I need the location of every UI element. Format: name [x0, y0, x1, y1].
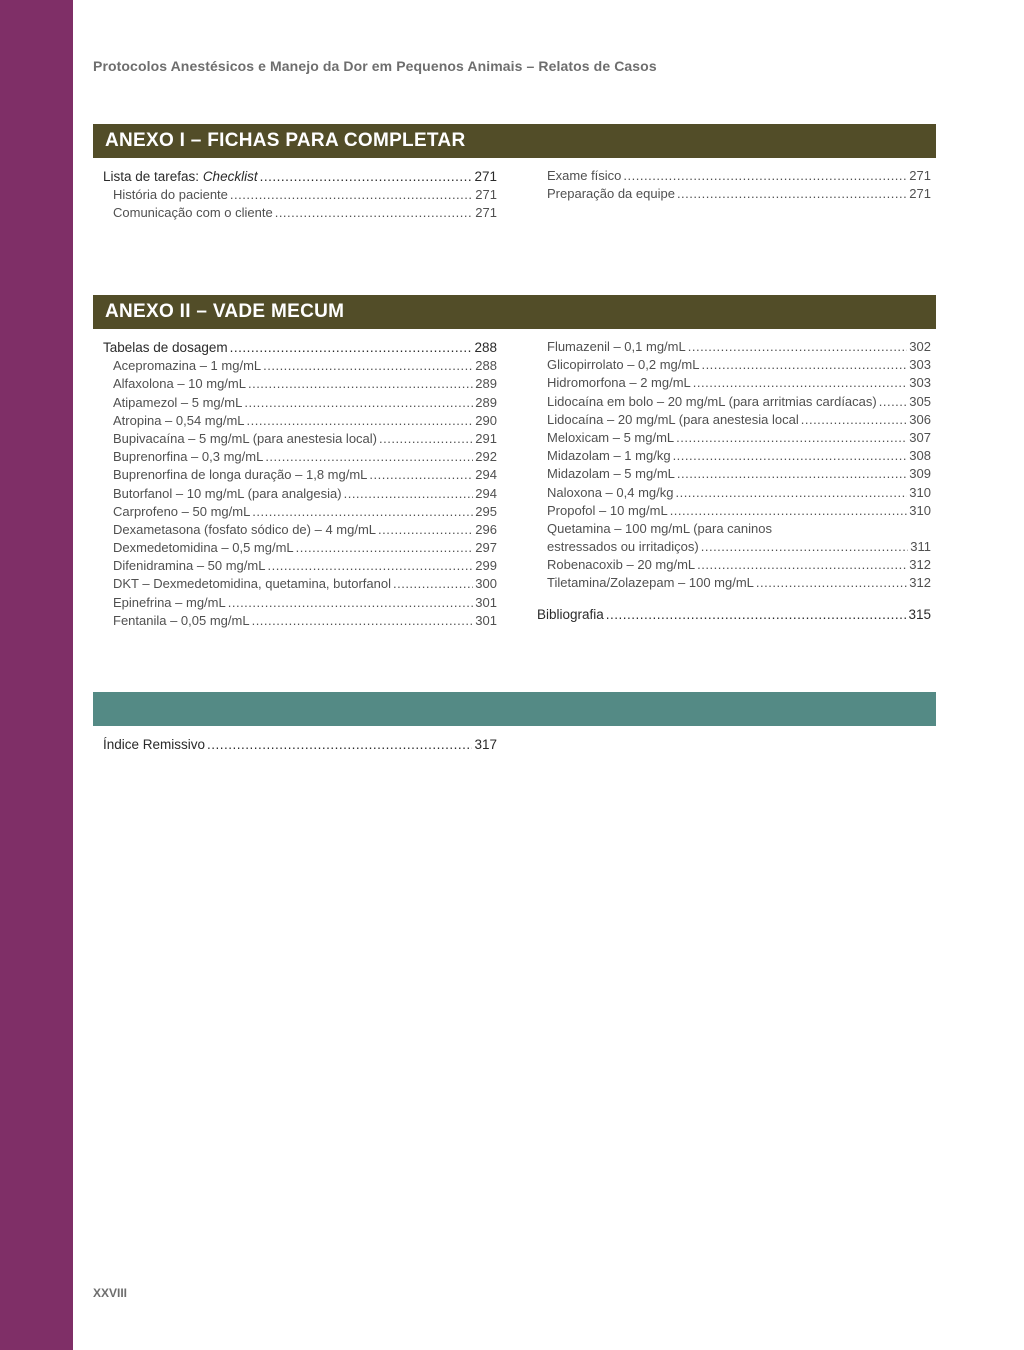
- toc-entry[interactable]: [547, 374, 931, 392]
- toc-entry-label: Preparação da equipe: [547, 186, 675, 202]
- leader-dots: [247, 412, 474, 430]
- toc-entry[interactable]: [547, 465, 931, 483]
- toc-entry-page: 303: [909, 375, 931, 391]
- toc-entry-label: Dexametasona (fosfato sódico de) – 4 mg/mL: [113, 521, 377, 537]
- leader-dots: [263, 357, 473, 375]
- leader-dots: [260, 168, 473, 186]
- leader-dots: [670, 502, 908, 520]
- toc-entry[interactable]: [103, 204, 497, 222]
- page-number: XXVIII: [93, 1286, 128, 1300]
- leader-dots: [677, 465, 907, 483]
- leader-dots: [265, 448, 473, 466]
- toc-entry-checklist[interactable]: [103, 168, 497, 186]
- leader-dots: [697, 556, 907, 574]
- toc-entry-page: 288: [475, 358, 497, 374]
- leader-dots: [252, 503, 473, 521]
- toc-entry-page: 294: [475, 485, 497, 501]
- toc-entry-page: 308: [909, 448, 931, 464]
- toc-entry-page: 295: [475, 503, 497, 519]
- toc-entry-tabelas[interactable]: [103, 339, 497, 357]
- leader-dots: [677, 185, 907, 203]
- leader-dots: [248, 375, 473, 393]
- leader-dots: [879, 393, 908, 411]
- toc-entry-label: Butorfanol – 10 mg/mL (para analgesia): [113, 485, 342, 501]
- toc-entry[interactable]: [547, 393, 931, 411]
- toc-entry-page: 300: [475, 576, 497, 592]
- leader-dots: [379, 430, 473, 448]
- annex2-right-column: [547, 338, 931, 593]
- toc-entry[interactable]: [103, 375, 497, 393]
- toc-entry-label: Tiletamina/Zolazepam – 100 mg/mL: [547, 575, 754, 591]
- toc-entry-label: Fentanila – 0,05 mg/mL: [113, 612, 250, 628]
- toc-entry-page: 290: [475, 412, 497, 428]
- toc-entry-label: Midazolam – 1 mg/kg: [547, 448, 671, 464]
- leader-dots: [756, 574, 907, 592]
- toc-entry[interactable]: [103, 557, 497, 575]
- leader-dots: [701, 538, 909, 556]
- toc-entry-label: DKT – Dexmedetomidina, quetamina, butorfanol: [113, 576, 391, 592]
- toc-entry[interactable]: [547, 185, 931, 203]
- toc-entry-quetamina-line2[interactable]: [547, 538, 931, 556]
- toc-entry-page: 306: [909, 411, 931, 427]
- toc-entry[interactable]: [103, 539, 497, 557]
- toc-entry[interactable]: [547, 167, 931, 185]
- leader-dots: [267, 557, 473, 575]
- annex2-heading: ANEXO II – VADE MECUM: [93, 295, 936, 329]
- index-band: [93, 692, 936, 726]
- toc-entry-page: 310: [909, 502, 931, 518]
- toc-entry-label: Bupivacaína – 5 mg/mL (para anestesia local): [113, 430, 377, 446]
- toc-entry[interactable]: [103, 394, 497, 412]
- toc-entry[interactable]: [103, 612, 497, 630]
- toc-entry-label: Glicopirrolato – 0,2 mg/mL: [547, 357, 700, 373]
- sidebar-color-bar: [0, 0, 73, 1350]
- leader-dots: [378, 521, 473, 539]
- leader-dots: [675, 484, 907, 502]
- toc-entry-quetamina-line1[interactable]: Quetamina – 100 mg/mL (para caninos: [547, 520, 772, 536]
- leader-dots: [606, 606, 907, 624]
- leader-dots: [369, 466, 473, 484]
- leader-dots: [296, 539, 474, 557]
- toc-entry-page: 289: [475, 376, 497, 392]
- toc-entry[interactable]: [547, 411, 931, 429]
- toc-entry-page: 288: [474, 340, 497, 355]
- toc-entry[interactable]: [103, 448, 497, 466]
- toc-entry[interactable]: [547, 484, 931, 502]
- toc-entry-page: 271: [474, 169, 497, 184]
- toc-entry-page: 309: [909, 466, 931, 482]
- toc-entry[interactable]: [547, 556, 931, 574]
- toc-entry-page: 299: [475, 558, 497, 574]
- toc-entry-label: Midazolam – 5 mg/mL: [547, 466, 675, 482]
- toc-entry-label: Lidocaína – 20 mg/mL (para anestesia local: [547, 411, 799, 427]
- leader-dots: [344, 485, 474, 503]
- toc-entry-label: Propofol – 10 mg/mL: [547, 502, 668, 518]
- toc-entry-page: 303: [909, 357, 931, 373]
- toc-entry[interactable]: [103, 575, 497, 593]
- toc-entry[interactable]: [547, 502, 931, 520]
- toc-entry-page: 302: [909, 339, 931, 354]
- toc-entry-label: Buprenorfina de longa duração – 1,8 mg/mL: [113, 467, 368, 483]
- toc-entry-page: 312: [909, 557, 931, 573]
- toc-entry-page: 305: [909, 393, 931, 409]
- toc-entry-page: 310: [909, 484, 931, 500]
- toc-entry[interactable]: [103, 466, 497, 484]
- toc-entry-label: Dexmedetomidina – 0,5 mg/mL: [113, 540, 294, 556]
- toc-entry[interactable]: [547, 574, 931, 592]
- toc-entry-page: 271: [909, 186, 931, 202]
- leader-dots: [801, 411, 908, 429]
- toc-entry-page: 301: [475, 612, 497, 628]
- toc-entry-indice[interactable]: [103, 736, 497, 754]
- toc-entry-page: 297: [475, 540, 497, 556]
- toc-entry-label: Lista de tarefas: Checklist: [103, 169, 258, 184]
- toc-entry-label: Bibliografia: [537, 607, 604, 622]
- toc-entry[interactable]: [547, 338, 931, 356]
- toc-entry-page: 289: [475, 394, 497, 410]
- leader-dots: [252, 612, 474, 630]
- toc-entry-page: 311: [910, 539, 931, 555]
- leader-dots: [393, 575, 473, 593]
- toc-entry-label: Índice Remissivo: [103, 737, 206, 752]
- annex1-right-column: [547, 167, 931, 203]
- annex2-left-column: [103, 339, 497, 630]
- toc-entry-label: estressados ou irritadiços): [547, 539, 699, 555]
- toc-entry-label: Naloxona – 0,4 mg/kg: [547, 484, 674, 500]
- leader-dots: [228, 594, 474, 612]
- toc-entry-label: Flumazenil – 0,1 mg/mL: [547, 339, 686, 354]
- leader-dots: [623, 167, 907, 185]
- toc-entry-label: Robenacoxib – 20 mg/mL: [547, 557, 696, 573]
- toc-entry-label: Hidromorfona – 2 mg/mL: [547, 375, 691, 391]
- toc-entry-label: Tabelas de dosagem: [103, 340, 228, 355]
- running-head: Protocolos Anestésicos e Manejo da Dor em Pequenos Animais – Relatos de Casos: [93, 58, 657, 74]
- toc-entry[interactable]: [103, 521, 497, 539]
- toc-entry-page: 271: [475, 187, 497, 203]
- toc-entry-label: Epinefrina – mg/mL: [113, 594, 226, 610]
- leader-dots: [693, 374, 908, 392]
- toc-entry-page: 271: [909, 168, 931, 183]
- toc-entry-page: 307: [909, 429, 931, 445]
- annex1-left-column: [103, 168, 497, 223]
- leader-dots: [207, 736, 472, 754]
- toc-entry[interactable]: [103, 186, 497, 204]
- toc-entry-label: Lidocaína em bolo – 20 mg/mL (para arritmias cardíacas): [547, 393, 877, 409]
- index-column: [103, 736, 497, 754]
- toc-entry-bibliografia[interactable]: [537, 606, 931, 624]
- leader-dots: [244, 394, 473, 412]
- toc-entry[interactable]: [547, 356, 931, 374]
- toc-entry-label: Atipamezol – 5 mg/mL: [113, 394, 243, 410]
- toc-entry[interactable]: [103, 485, 497, 503]
- leader-dots: [230, 339, 473, 357]
- toc-entry-label: História do paciente: [113, 187, 228, 203]
- leader-dots: [230, 186, 473, 204]
- toc-entry-page: 296: [475, 521, 497, 537]
- toc-entry-page: 294: [475, 467, 497, 483]
- toc-entry-label: Exame físico: [547, 168, 622, 183]
- toc-entry-label: Atropina – 0,54 mg/mL: [113, 412, 245, 428]
- toc-entry[interactable]: [103, 357, 497, 375]
- leader-dots: [688, 338, 908, 356]
- toc-entry-label: Comunicação com o cliente: [113, 205, 273, 221]
- toc-entry-page: 301: [475, 594, 497, 610]
- leader-dots: [701, 356, 907, 374]
- toc-entry[interactable]: [547, 447, 931, 465]
- toc-entry-label: Difenidramina – 50 mg/mL: [113, 558, 266, 574]
- toc-entry-label: Alfaxolona – 10 mg/mL: [113, 376, 246, 392]
- toc-entry-page: 315: [908, 607, 931, 622]
- annex1-heading: ANEXO I – FICHAS PARA COMPLETAR: [93, 124, 936, 158]
- toc-entry[interactable]: [103, 412, 497, 430]
- toc-entry-label: Carprofeno – 50 mg/mL: [113, 503, 251, 519]
- toc-entry[interactable]: [103, 430, 497, 448]
- toc-entry-page: 291: [475, 430, 497, 446]
- toc-entry-label: Buprenorfina – 0,3 mg/mL: [113, 449, 264, 465]
- toc-entry-label: Meloxicam – 5 mg/mL: [547, 429, 675, 445]
- toc-entry-label: Acepromazina – 1 mg/mL: [113, 358, 262, 374]
- toc-entry-page: 312: [909, 575, 931, 591]
- bibliografia-column: [537, 606, 931, 624]
- leader-dots: [676, 429, 907, 447]
- toc-entry-page: 292: [475, 449, 497, 465]
- toc-entry-page: 317: [474, 737, 497, 752]
- toc-entry[interactable]: [103, 594, 497, 612]
- leader-dots: [673, 447, 908, 465]
- leader-dots: [275, 204, 474, 222]
- toc-entry[interactable]: [547, 429, 931, 447]
- toc-entry[interactable]: [103, 503, 497, 521]
- toc-entry-page: 271: [475, 205, 497, 221]
